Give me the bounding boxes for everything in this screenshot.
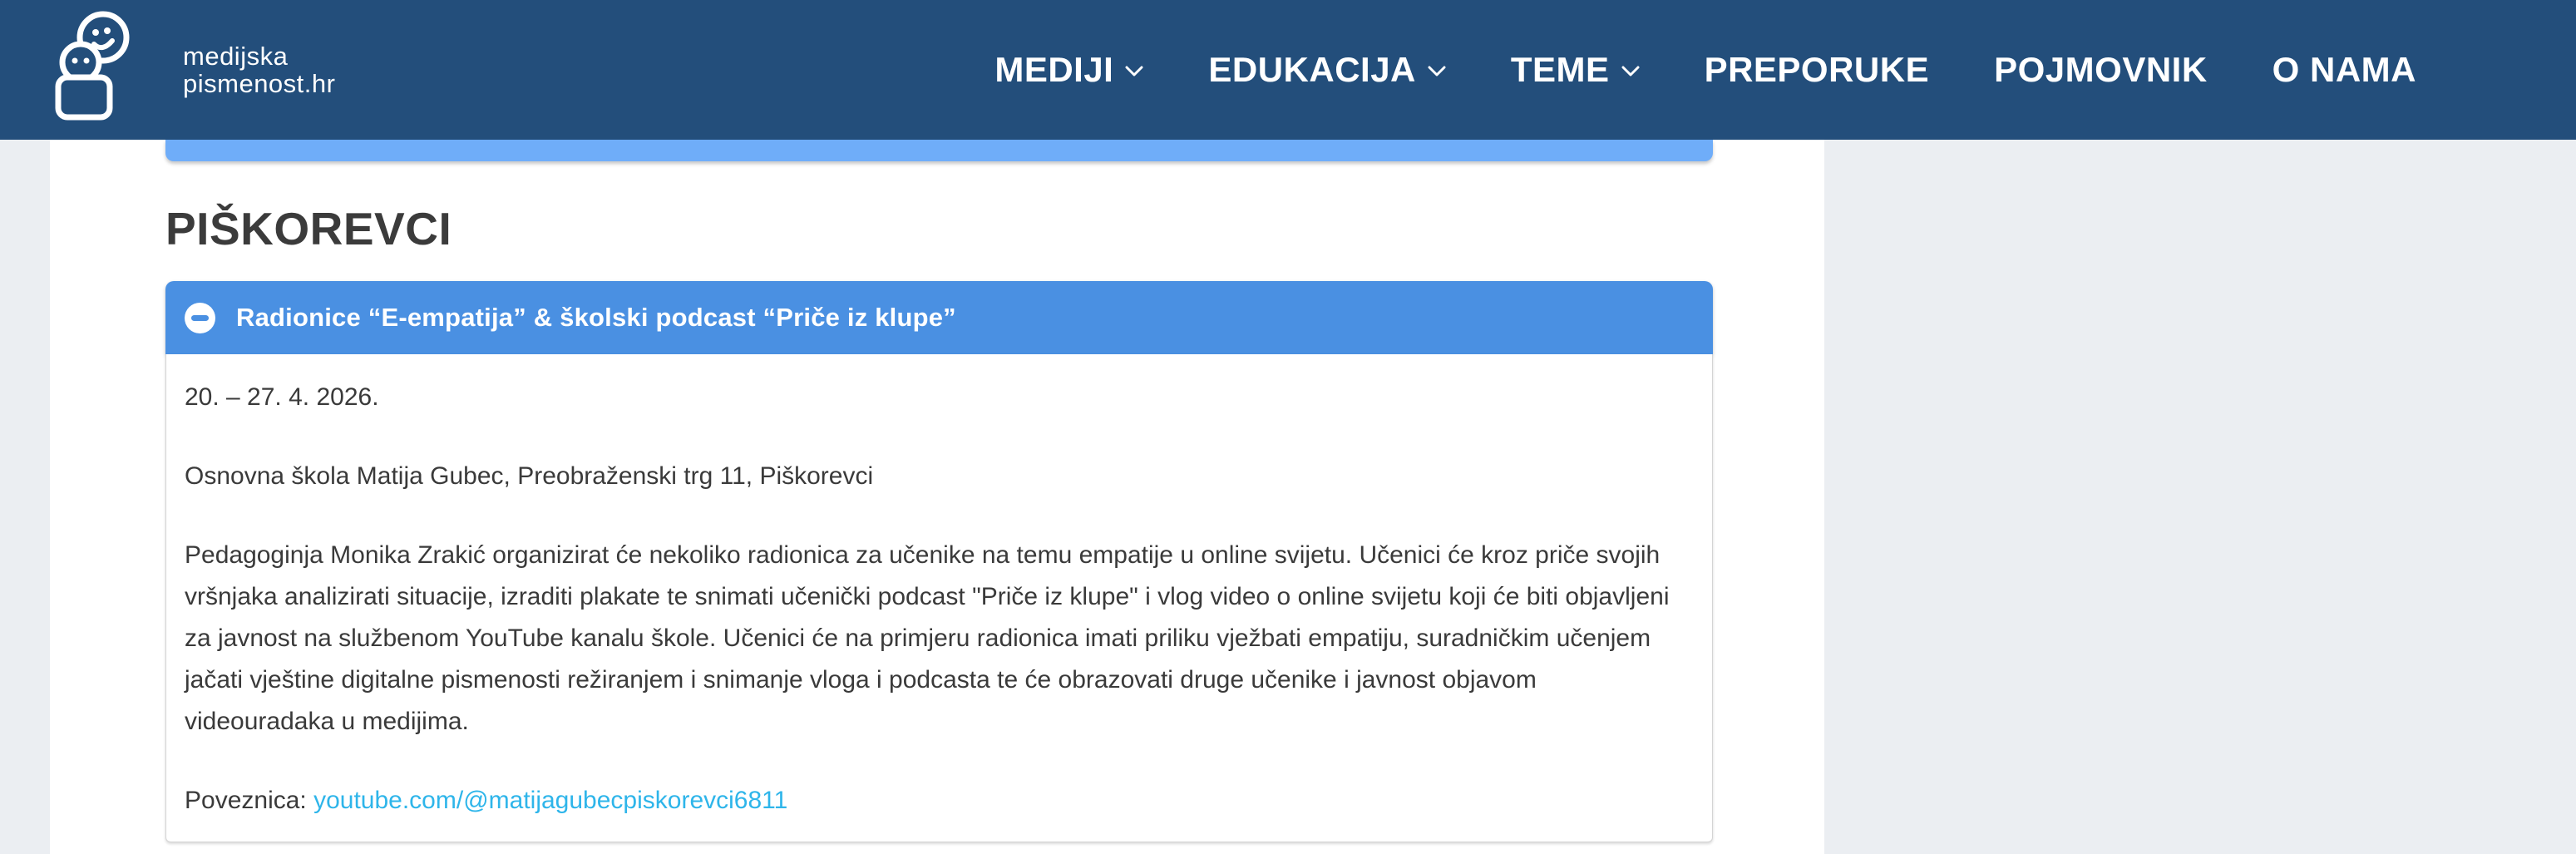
chevron-down-icon bbox=[1621, 66, 1640, 77]
nav-item-label: O NAMA bbox=[2272, 50, 2416, 89]
event-youtube-link[interactable]: youtube.com/@matijagubecpiskorevci6811 bbox=[313, 787, 788, 814]
minus-circle-icon bbox=[185, 303, 215, 333]
nav-item-label: PREPORUKE bbox=[1704, 50, 1930, 89]
nav-item-label: EDUKACIJA bbox=[1208, 50, 1416, 89]
accordion-title: Radionice “E-empatija” & školski podcast “Priče iz klupe” bbox=[236, 303, 956, 332]
event-link-row bbox=[185, 780, 1692, 822]
logo-line-1: medijska bbox=[183, 42, 289, 71]
nav-item-label: POJMOVNIK bbox=[1994, 50, 2208, 89]
accordion-body bbox=[165, 354, 1713, 842]
event-accordion bbox=[165, 281, 1713, 842]
nav-item-teme[interactable] bbox=[1511, 50, 1640, 90]
site-logo-text bbox=[183, 42, 335, 97]
navbar bbox=[0, 0, 2576, 140]
site-logo[interactable] bbox=[55, 3, 335, 136]
content-column bbox=[50, 140, 1824, 854]
main-nav bbox=[994, 0, 2416, 140]
smiley-faces-screen-logo-icon bbox=[55, 7, 171, 132]
logo-line-2: pismenost.hr bbox=[183, 69, 336, 98]
event-link-label: Poveznica: bbox=[185, 787, 307, 814]
nav-item-label: MEDIJI bbox=[994, 50, 1114, 89]
nav-item-o-nama[interactable] bbox=[2273, 50, 2416, 90]
accordion-header-previous-cut-off[interactable] bbox=[165, 140, 1713, 161]
nav-item-mediji[interactable] bbox=[994, 50, 1143, 90]
event-date-range: 20. – 27. 4. 2026. bbox=[185, 383, 379, 411]
chevron-down-icon bbox=[1125, 66, 1143, 77]
section-heading: PIŠKOREVCI bbox=[165, 203, 452, 254]
event-location: Osnovna škola Matija Gubec, Preobraženski trg 11, Piškorevci bbox=[185, 462, 874, 490]
chevron-down-icon bbox=[1428, 66, 1446, 77]
nav-item-preporuke[interactable] bbox=[1705, 50, 1930, 90]
nav-item-edukacija[interactable] bbox=[1208, 50, 1446, 90]
accordion-header[interactable] bbox=[165, 281, 1713, 354]
nav-item-label: TEME bbox=[1510, 50, 1610, 89]
event-description: Pedagoginja Monika Zrakić organizirat će nekoliko radionica za učenike na temu empatije u online svijetu. Učenici će kroz priče svojih vršnjaka analizirati situacije, izraditi plakate te snimati učenički podcast "Priče iz klupe" i vlog video o online svijetu koji će biti objavljeni za javnost na službenom YouTube kanalu škole. Učenici će na primjeru radionica imati priliku vježbati empatiju, suradničkim učenjem jačati vještine digitalne pismenosti režiranjem i snimanje vloga i podcasta te će obrazovati druge učenike i javnost objavom videouradaka u medijima. bbox=[185, 541, 1670, 735]
nav-item-pojmovnik[interactable] bbox=[1994, 50, 2208, 90]
